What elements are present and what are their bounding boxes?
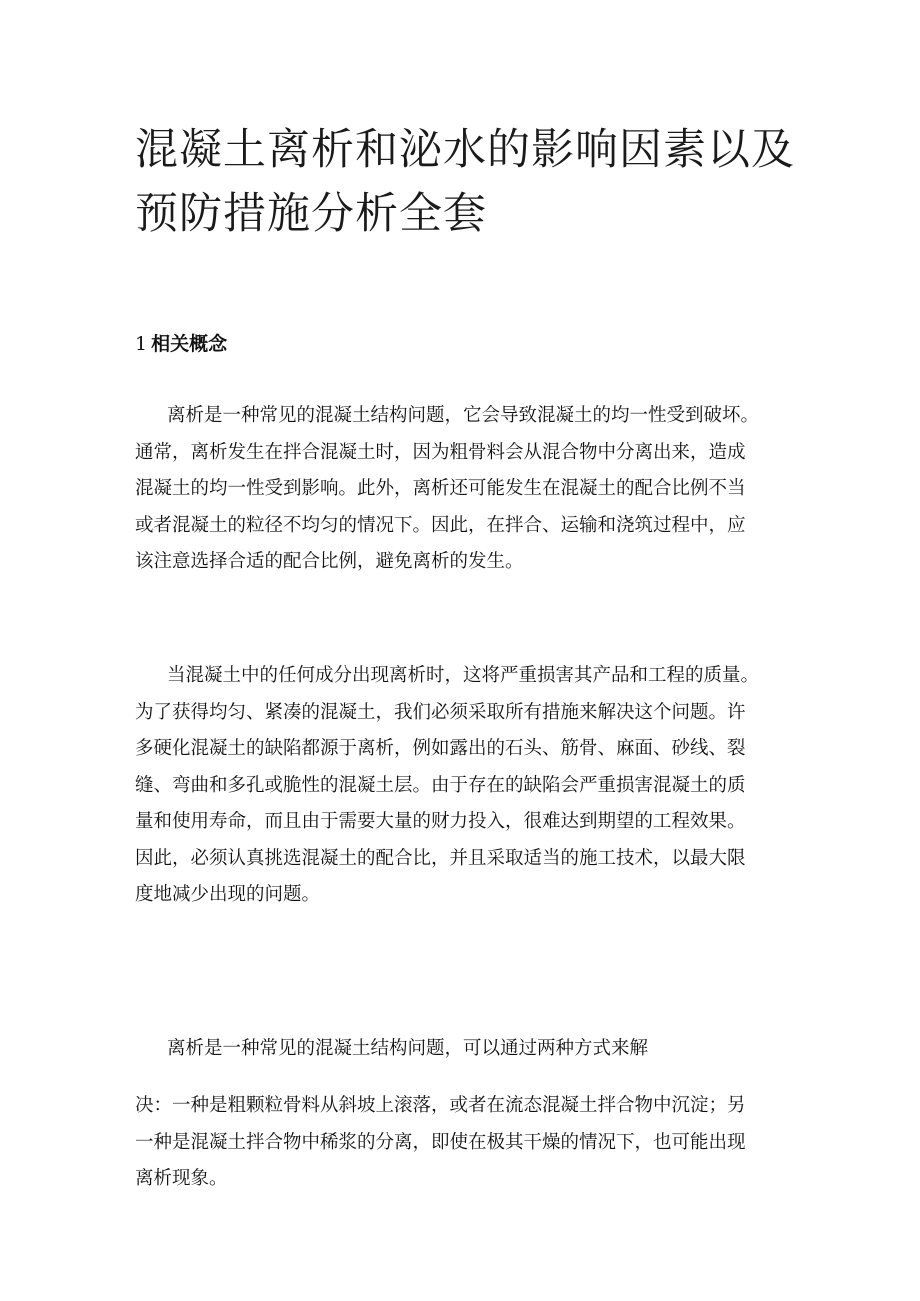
paragraph-2 [135,658,790,914]
section-heading-text: 相关概念 [151,333,228,355]
paragraph-line: 离析是一种常见的混凝土结构问题，可以通过两种方式来解 [167,1038,649,1059]
title-line-2: 预防措施分析全套 [135,189,487,239]
paragraph-line: 因此，必须认真挑选混凝土的配合比，并且采取适当的施工技术，以最大限 [135,847,746,869]
paragraph-line: 多硬化混凝土的缺陷都源于离析，例如露出的石头、筋骨、麻面、砂线、裂 [135,738,746,759]
paragraph-line: 离析现象。 [135,1168,228,1189]
paragraph-line: 一种是混凝土拌合物中稀浆的分离，即使在极其干燥的情况下，也可能出现 [135,1131,746,1153]
paragraph-line: 通常，离析发生在拌合混凝土时，因为粗骨料会从混合物中分离出来，造成 [135,441,746,463]
paragraph-line: 度地减少出现的问题。 [135,884,321,905]
title-line-1: 混凝土离析和泌水的影响因素以及 [135,125,795,175]
document-title [135,118,815,246]
paragraph-line: 缝、弯曲和多孔或脆性的混凝土层。由于存在的缺陷会严重损害混凝土的质 [135,774,746,796]
paragraph-line: 当混凝土中的任何成分出现离析时，这将严重损害其产品和工程的质量。 [167,665,760,686]
paragraph-3 [135,1088,790,1198]
section-number: 1 [135,333,148,355]
paragraph-line: 离析是一种常见的混凝土结构问题，它会导致混凝土的均一性受到破坏。 [167,405,760,426]
paragraph-1 [135,398,790,581]
paragraph-line: 或者混凝土的粒径不均匀的情况下。因此，在拌合、运输和浇筑过程中，应 [135,514,746,536]
paragraph-line: 决：一种是粗颗粒骨料从斜坡上滚落，或者在流态混凝土拌合物中沉淀；另 [135,1095,746,1116]
section-heading [135,328,227,360]
paragraph-line: 该注意选择合适的配合比例，避免离析的发生。 [135,551,524,572]
paragraph-line: 混凝土的均一性受到影响。此外，离析还可能发生在混凝土的配合比例不当 [135,478,746,499]
paragraph-line: 为了获得均匀、紧凑的混凝土，我们必须采取所有措施来解决这个问题。许 [135,701,746,723]
paragraph-line: 量和使用寿命，而且由于需要大量的财力投入，很难达到期望的工程效果。 [135,811,746,832]
paragraph-3-first-line [135,1031,790,1068]
